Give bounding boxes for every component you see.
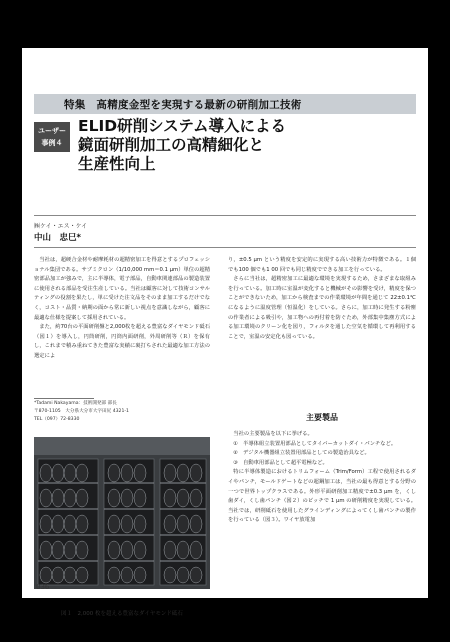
author-footnote (34, 400, 210, 424)
list-item: ③ 自動車用部品として超平電極など。 (233, 459, 328, 466)
products-list (228, 430, 416, 526)
paragraph: また，約70台の平面研削盤と2,000枚を超える豊富なダイヤモンド砥石（図１）を導入し，円筒研削，円筒内面研削，外周研削等（Ｒ）を保有し，これまで積み重ねてきた豊富な実績に裏打ちされた最適な加工方法の選定によ (34, 324, 210, 359)
page-number: 036 (36, 583, 50, 591)
feature-banner (34, 94, 416, 114)
grinding-wheels-photo (34, 437, 210, 589)
author-name: 中山 忠巳* (34, 233, 81, 243)
list-item: ② デジタル機器組立装置用部品としての製造治具など。 (233, 450, 370, 457)
byline-bottom-divider (34, 247, 416, 248)
document-page (22, 48, 428, 617)
article-title-line3: 生産性向上 (78, 155, 156, 173)
left-column (34, 256, 210, 362)
article-title (78, 117, 286, 174)
article-title-line1: ELID研削システム導入による (78, 117, 287, 135)
section-heading-products: 主要製品 (306, 413, 338, 422)
footnote-line: TEL（097）72-8330 (34, 417, 80, 422)
feature-banner-text: 特集 高精度金型を実現する最新の研削加工技術 (64, 99, 302, 111)
footnote-line: 〒870-1105 大分県大分市大字田尻 4321-1 (34, 409, 129, 414)
right-column (228, 256, 416, 342)
figure-1-caption: 図１ 2,000 枚を超える豊富なダイヤモンド砥石 (61, 611, 183, 617)
products-intro: 当社の主要製品を以下に挙げる。 (233, 431, 313, 437)
byline-divider (34, 215, 416, 216)
user-case-tag (34, 122, 70, 152)
user-case-tag-line2: 事例４ (41, 139, 63, 147)
paragraph: 当社は，超硬合金材や耐摩耗材の超精密加工を得意とするプロフェッショナル集団である。サブミクロン（1/10,000 mm＝0.1 μm）単位の超精密部品加工が強みで，主に半導体，電子部品，自動車関連部品の製造装置に使用される部品を受注生産している。当社は顧客に対して技術コンサルティングの役割を果たし，単に受けた注文品をそのまま加工するだけでなく，コスト・品質・納期の面から常に新しい視点を意識しながら，顧客に最適な仕様を提案して採用されている。 (34, 257, 210, 321)
company-name: ㈱ケイ・エス・ケイ (34, 223, 88, 230)
footnote-line: *Tadami Nakayama：技術開発部 部長 (34, 401, 117, 406)
figure-1-photo (34, 437, 210, 589)
products-body: 特に半導体製造におけるトリムフォーム（Trim/Form）工程で使用されるダイやパンチ，モールドゲートなどの超鋼加工は，当社の最も得意とする分野の一つで世界トップクラスである。外形平面研削加工精度で±0.3 μm を，くし歯ダイ，くし歯パンチ（図２）のピッチで 1 μm の研削精度を実現している。当社では，研削砥石を使用したグラインディングによってくし歯パンチの製作を行っている（図３）。ワイヤ放電加 (228, 469, 416, 524)
list-item: ① 半導体組立装置用部品としてタイバーカットダイ・パンチなど。 (233, 440, 397, 447)
footnote-divider (34, 398, 94, 399)
user-case-tag-line1: ユーザー (38, 127, 66, 135)
paragraph: さらに当社は，超精密加工に最適な環境を実現するため，さまざまな取組みを行っている。加工時に室温が変化すると機械がその影響を受け，精度を保つことができないため，加工から検査までの作業環境が年間を通じて 22±0.1℃ になるように温度管理（恒温化）をしている。さらに，加工時に発生する粉塵の作業者による吸引や，加工物への再付着を防ぐため，外部集中集塵方式による加工環境のクリーン化を図り，フィルタを通した空気を循環して再利用することで，室温の安定化も図っている。 (228, 276, 416, 340)
article-title-line2: 鏡面研削加工の高精細化と (78, 136, 265, 154)
paragraph: り，±0.5 μm という精度を安定的に実現する高い技術力が特徴である。１個でも100 個でも1 00 回でも同じ精度でできる加工を行っている。 (228, 257, 416, 273)
